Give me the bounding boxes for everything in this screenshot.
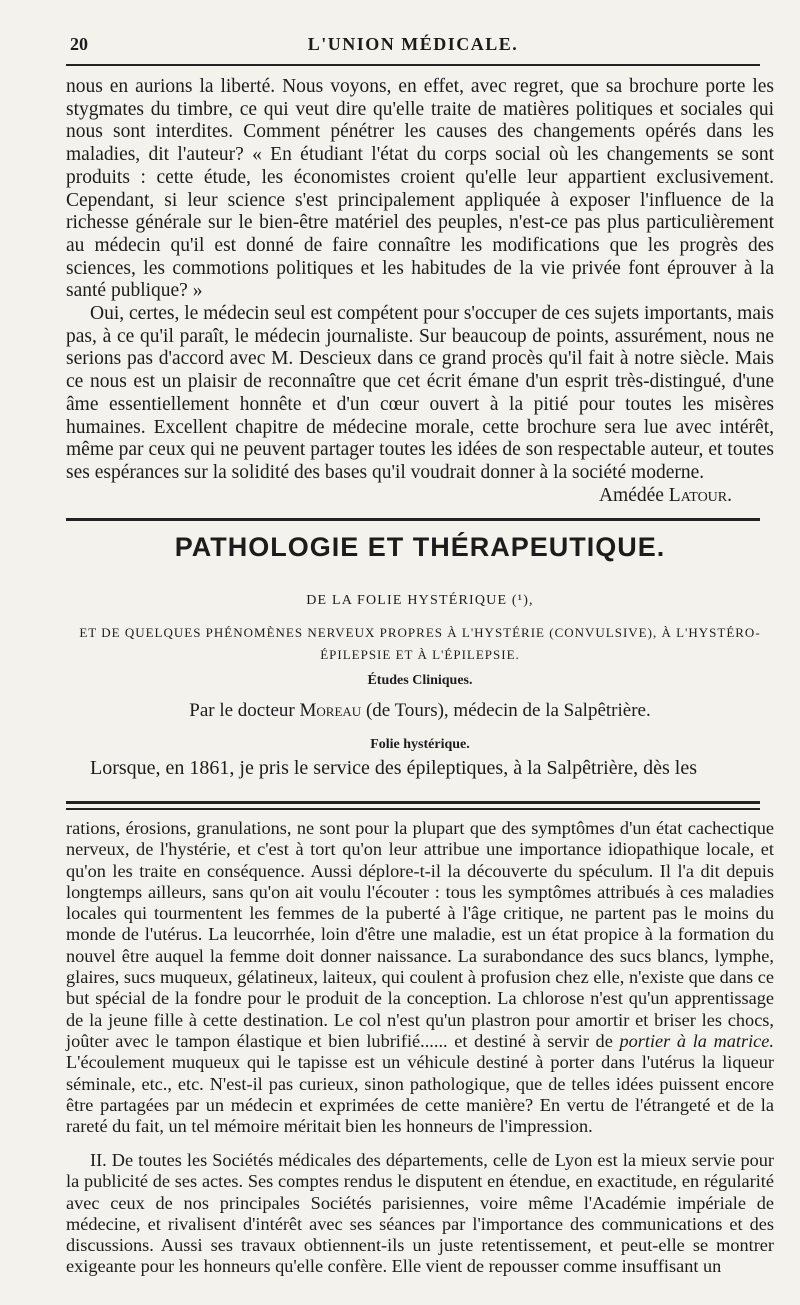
- double-rule: [66, 801, 760, 804]
- article-subtitle: ET DE QUELQUES PHÉNOMÈNES NERVEUX PROPRES À L'HYSTÉRIE (CONVULSIVE), À L'HYSTÉRO-ÉPILEPSIE ET À L'ÉPILEPSIE.: [79, 625, 761, 662]
- section-rule: [66, 518, 760, 521]
- page-number: 20: [70, 34, 88, 54]
- feuilleton-text: [66, 818, 774, 1137]
- italic-phrase: portier à la matrice.: [619, 1030, 774, 1051]
- continued-article: [66, 76, 774, 507]
- paragraph: II. De toutes les Sociétés médicales des départements, celle de Lyon est la mieux servie pour la publicité de ses actes. Ses comptes rendus le disputent en étendue, en exactitude, en régularité avec ceux de nos principales Sociétés parisiennes, voire même l'Académie impériale de médecine, et rivalisent d'intérêt avec ses séances par l'importance des communications et des discussions. Aussi ses travaux obtiennent-ils un juste retentissement, et peut-elle se montrer exigeante pour les honneurs qu'elle confère. Elle vient de repousser comme insuffisant un: [66, 1150, 774, 1277]
- sub-heading: Folie hystérique.: [370, 737, 470, 752]
- paragraph-text: Oui, certes, le médecin seul est compétent pour s'occuper de ces sujets importants, mais pas, à ce qu'il paraît, le médecin journaliste. Sur beaucoup de points, assurément, nous ne serions pas d'accord avec M. Descieux dans ce grand procès qu'il fait à notre siècle. Mais ce nous est un plaisir de reconnaître que cet écrit émane d'un esprit très-distingué, d'une âme essentiellement honnête et d'un cœur ouvert à la pitié pour toutes les misères humaines. Excellent chapitre de médecine morale, cette brochure sera lue avec intérêt, même par ceux qui ne peuvent partager toutes les idées de son respectable auteur, et toutes ses espérances sur la solidité des bases qu'il voudrait donner à la société moderne.: [66, 303, 774, 483]
- signature: Amédée Latour.: [598, 484, 732, 506]
- paragraph: Lorsque, en 1861, je pris le service des épileptiques, à la Salpêtrière, dès les: [90, 757, 698, 779]
- paragraph: rations, érosions, granulations, ne sont pour la plupart que des symptômes d'un état cachectique nerveux, de l'hystérie, et c'est à tort qu'on leur attribue une importance idiopathique locale, et qu'on les traite en conséquence. Aussi déplore-t-il la découverte du spéculum. Il l'a dit depuis longtemps ailleurs, sans qu'on ait voulu l'écouter : tous les symptômes attribués à ces maladies locales qui tourmentent les femmes de la puberté à l'âge critique, ne partent pas le moins du monde de l'utérus. La leucorrhée, loin d'être une maladie, est un état propice à la formation du nouvel être auquel la femme doit donner naissance. La surabondance des sucs blancs, lymphe, glaires, sucs muqueux, gélatineux, laiteux, qui coulent à profusion chez elle, n'existe que dans ce but spécial de la fondre pour le produit de la conception. La chlorose n'est qu'un apprentissage de la jeune fille à cette destination. Le col n'est qu'un plastron pour amortir et briser les chocs, joûter avec le tampon élastique et bien lubrifié...... et destiné à servir de portier à la matrice. L'écoulement muqueux qui le tapisse est un véhicule destiné à porter dans l'utérus la liqueur séminale, etc., etc. N'est-il pas curieux, sinon pathologique, que de telles idées puissent encore être partagées par un médecin et exprimées de cette manière? En vertu de l'étrangeté et de la rareté du fait, un tel mémoire méritait bien les honneurs de l'impression.: [66, 818, 774, 1137]
- feuilleton-text: [66, 1150, 774, 1278]
- paragraph: nous en aurions la liberté. Nous voyons, en effet, avec regret, que sa brochure porte les stygmates du timbre, ce qui veut dire qu'elle traite de matières politiques et sociales qui nous sont interdites. Comment pénétrer les causes des changements opérés dans les maladies, dit l'auteur? « En étudiant l'état du corps social où les changements se sont produits : cette étude, les économistes croient qu'elle leur appartient exclusivement. Cependant, si leur science s'est principalement appliquée à exposer l'influence de la richesse générale sur le bien-être matériel des peuples, n'est-ce pas plus particulièrement au médecin qu'il est donné de faire connaître les modifications que les progrès des sciences, les commotions politiques et les habitudes de la vie privée font éprouver à la santé publique? »: [66, 76, 774, 302]
- journal-title: L'UNION MÉDICALE.: [307, 34, 519, 54]
- author-line: Par le docteur Moreau (de Tours), médecin de la Salpêtrière.: [189, 700, 651, 721]
- paragraph: [66, 303, 774, 506]
- double-rule: [66, 808, 760, 810]
- running-head: [66, 30, 760, 58]
- author-name: Moreau: [299, 700, 362, 721]
- article-opening: [66, 757, 774, 780]
- section-title: PATHOLOGIE ET THÉRAPEUTIQUE.: [174, 532, 666, 562]
- study-type-heading: Études Cliniques.: [367, 673, 473, 688]
- article-title: DE LA FOLIE HYSTÉRIQUE (¹),: [306, 593, 534, 608]
- header-rule: [66, 64, 760, 66]
